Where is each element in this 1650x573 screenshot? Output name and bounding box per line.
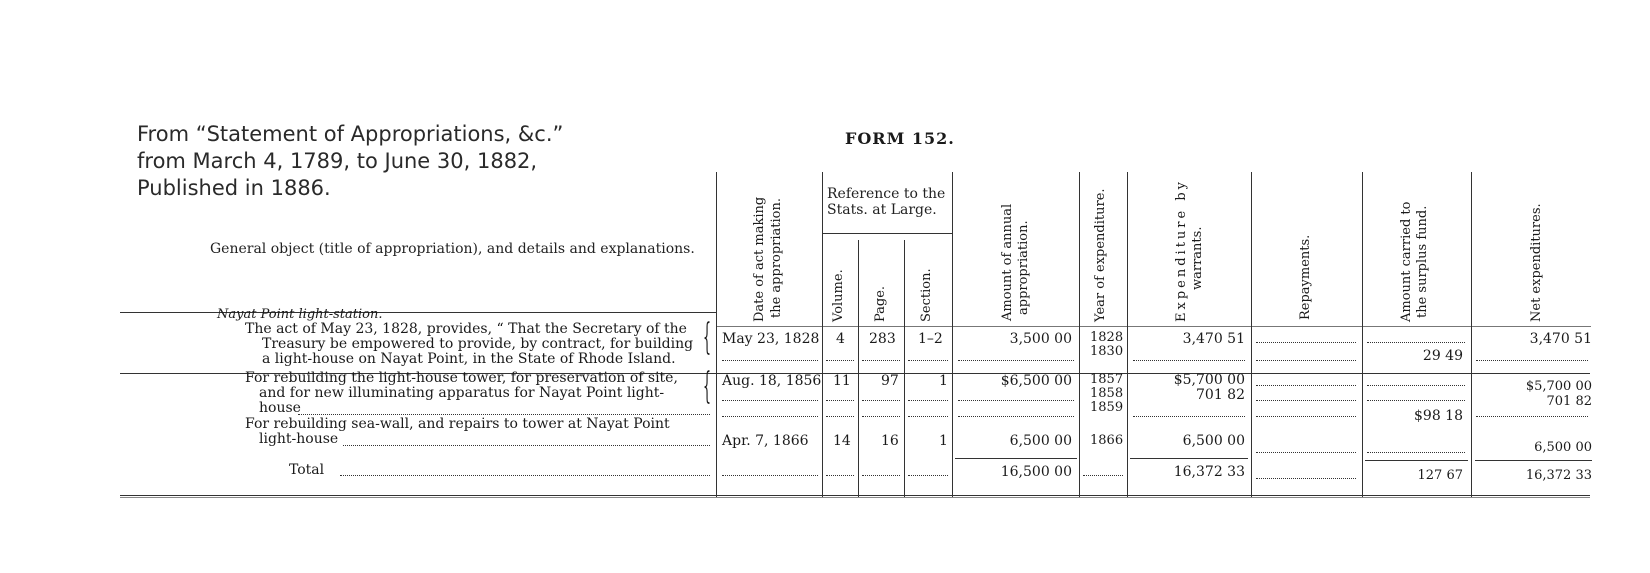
header-reference-1: Reference to the: [827, 186, 946, 202]
col-line: [1251, 172, 1252, 497]
header-surplus-1: Amount carried to: [1399, 201, 1414, 322]
row1-expenditure: 3,470 51: [1182, 331, 1245, 347]
row2-expenditure-2: 701 82: [1196, 387, 1245, 403]
col-line: [904, 240, 905, 497]
total-net-rule: [1475, 460, 1592, 461]
row2-net-1: $5,700 00: [1525, 379, 1592, 394]
col-line: [716, 172, 717, 497]
row3-section: 1: [939, 433, 948, 449]
header-reference-2: Stats. at Large.: [827, 202, 937, 218]
header-amount-1: Amount of annual: [1000, 203, 1015, 321]
header-year: Year of expenditure.: [1093, 188, 1108, 322]
total-label: Total: [289, 462, 325, 478]
leader: [908, 400, 948, 401]
col-line: [1471, 172, 1472, 497]
col-line: [822, 172, 823, 497]
row2-year-1: 1857: [1090, 372, 1124, 387]
row2-expenditure-1: $5,700 00: [1173, 372, 1245, 388]
header-expenditure-2: warrants.: [1190, 226, 1205, 290]
leader: [1133, 416, 1245, 417]
row3-volume: 14: [833, 433, 851, 449]
header-section: Section.: [919, 268, 934, 322]
leader: [298, 414, 710, 415]
row2-section: 1: [939, 373, 948, 389]
header-repayments: Repayments.: [1298, 234, 1313, 320]
row3-date: Apr. 7, 1866: [722, 433, 809, 449]
leader: [958, 360, 1074, 361]
leader: [826, 400, 854, 401]
row1-year-1: 1828: [1090, 330, 1124, 345]
leader: [722, 400, 818, 401]
total-net: 16,372 33: [1525, 468, 1592, 483]
source-caption: [137, 121, 563, 202]
row1-page: 283: [869, 331, 896, 347]
total-expenditure: 16,372 33: [1173, 464, 1245, 480]
row1-desc-line3: a light-house on Nayat Point, in the State of Rhode Island.: [262, 351, 676, 367]
leader: [958, 416, 1074, 417]
leader: [1367, 342, 1465, 343]
row2-net-2: 701 82: [1546, 394, 1592, 409]
header-net: Net expenditures.: [1529, 203, 1544, 322]
leader: [862, 400, 900, 401]
header-date-2: the appropriation.: [769, 197, 784, 318]
row1-surplus: 29 49: [1422, 348, 1463, 364]
leader: [1256, 385, 1356, 386]
row2-desc-line3: house: [259, 400, 301, 416]
col-line: [858, 240, 859, 497]
leader: [1367, 400, 1465, 401]
row2-desc-line2: and for new illuminating apparatus for Nayat Point light-: [259, 385, 665, 401]
leader: [1367, 452, 1465, 453]
leader: [1256, 452, 1356, 453]
leader: [722, 360, 818, 361]
header-expenditure-1: Expenditure by: [1174, 179, 1189, 322]
leader: [1133, 360, 1245, 361]
body-top-rule: [716, 326, 1591, 327]
row3-amount: 6,500 00: [1009, 433, 1072, 449]
leader: [862, 475, 900, 476]
row2-surplus: $98 18: [1414, 408, 1463, 424]
row3-year: 1866: [1090, 433, 1124, 448]
source-line-3: Published in 1886.: [137, 176, 331, 200]
row2-desc-line1: For rebuilding the light-house tower, for preservation of site,: [245, 370, 678, 386]
col-line: [1127, 172, 1128, 497]
bottom-rule-2: [120, 497, 1590, 498]
col-line: [952, 172, 953, 497]
leader: [1367, 385, 1465, 386]
leader: [1083, 475, 1123, 476]
row1-desc-line2: Treasury be empowered to provide, by contract, for building: [262, 336, 694, 352]
row1-date: May 23, 1828: [722, 331, 820, 347]
row1-net: 3,470 51: [1529, 331, 1592, 347]
source-line-2: from March 4, 1789, to June 30, 1882,: [137, 149, 538, 173]
row3-expenditure: 6,500 00: [1182, 433, 1245, 449]
leader: [1256, 342, 1356, 343]
header-volume: Volume.: [831, 269, 846, 322]
leader: [862, 416, 900, 417]
col-line: [1079, 172, 1080, 497]
row2-page: 97: [881, 373, 899, 389]
row2-date: Aug. 18, 1856: [722, 373, 822, 389]
col-line: [1362, 172, 1363, 497]
leader: [862, 360, 900, 361]
reference-rule: [822, 233, 952, 234]
form-title: FORM 152.: [845, 129, 955, 148]
leader: [343, 445, 710, 446]
bottom-rule: [120, 495, 1590, 496]
source-line-1: From “Statement of Appropriations, &c.”: [137, 122, 564, 146]
leader: [722, 475, 818, 476]
header-page: Page.: [873, 285, 888, 322]
total-amount: 16,500 00: [1000, 464, 1072, 480]
header-date-1: Date of act making: [752, 196, 767, 322]
row1-year-2: 1830: [1090, 344, 1124, 359]
row2-volume: 11: [833, 373, 851, 389]
total-amount-rule: [955, 458, 1077, 459]
row2-year-2: 1858: [1090, 386, 1124, 401]
header-rule: [120, 312, 716, 313]
leader: [1256, 360, 1356, 361]
leader: [958, 400, 1074, 401]
leader: [1476, 416, 1588, 417]
row2-year-3: 1859: [1090, 400, 1124, 415]
leader: [908, 416, 948, 417]
total-exp-rule: [1130, 458, 1248, 459]
row3-page: 16: [881, 433, 899, 449]
header-general-object: General object (title of appropriation), and details and explanations.: [210, 241, 695, 257]
row3-net: 6,500 00: [1534, 440, 1592, 455]
row1-section: 1–2: [918, 331, 943, 347]
leader: [908, 360, 948, 361]
row1-volume: 4: [836, 331, 845, 347]
row3-desc-line2: light-house: [259, 431, 339, 447]
row1-amount: 3,500 00: [1009, 331, 1072, 347]
station-title: Nayat Point light-station.: [217, 307, 383, 322]
row3-desc-line1: For rebuilding sea-wall, and repairs to tower at Nayat Point: [245, 416, 670, 432]
leader: [1256, 478, 1356, 479]
leader: [1476, 360, 1588, 361]
leader: [826, 475, 854, 476]
leader: [908, 475, 948, 476]
row1-desc-line1: The act of May 23, 1828, provides, “ That the Secretary of the: [245, 321, 687, 337]
leader: [1256, 400, 1356, 401]
row1-brace: {: [703, 317, 712, 358]
row2-brace: {: [703, 366, 712, 407]
leader: [1256, 416, 1356, 417]
total-surplus: 127 67: [1417, 468, 1463, 483]
total-surplus-rule: [1365, 460, 1468, 461]
row2-amount: $6,500 00: [1000, 373, 1072, 389]
leader: [826, 416, 854, 417]
header-amount-2: appropriation.: [1016, 220, 1031, 315]
header-surplus-2: the surplus fund.: [1415, 205, 1430, 318]
leader: [340, 475, 710, 476]
leader: [826, 360, 854, 361]
leader: [722, 416, 818, 417]
